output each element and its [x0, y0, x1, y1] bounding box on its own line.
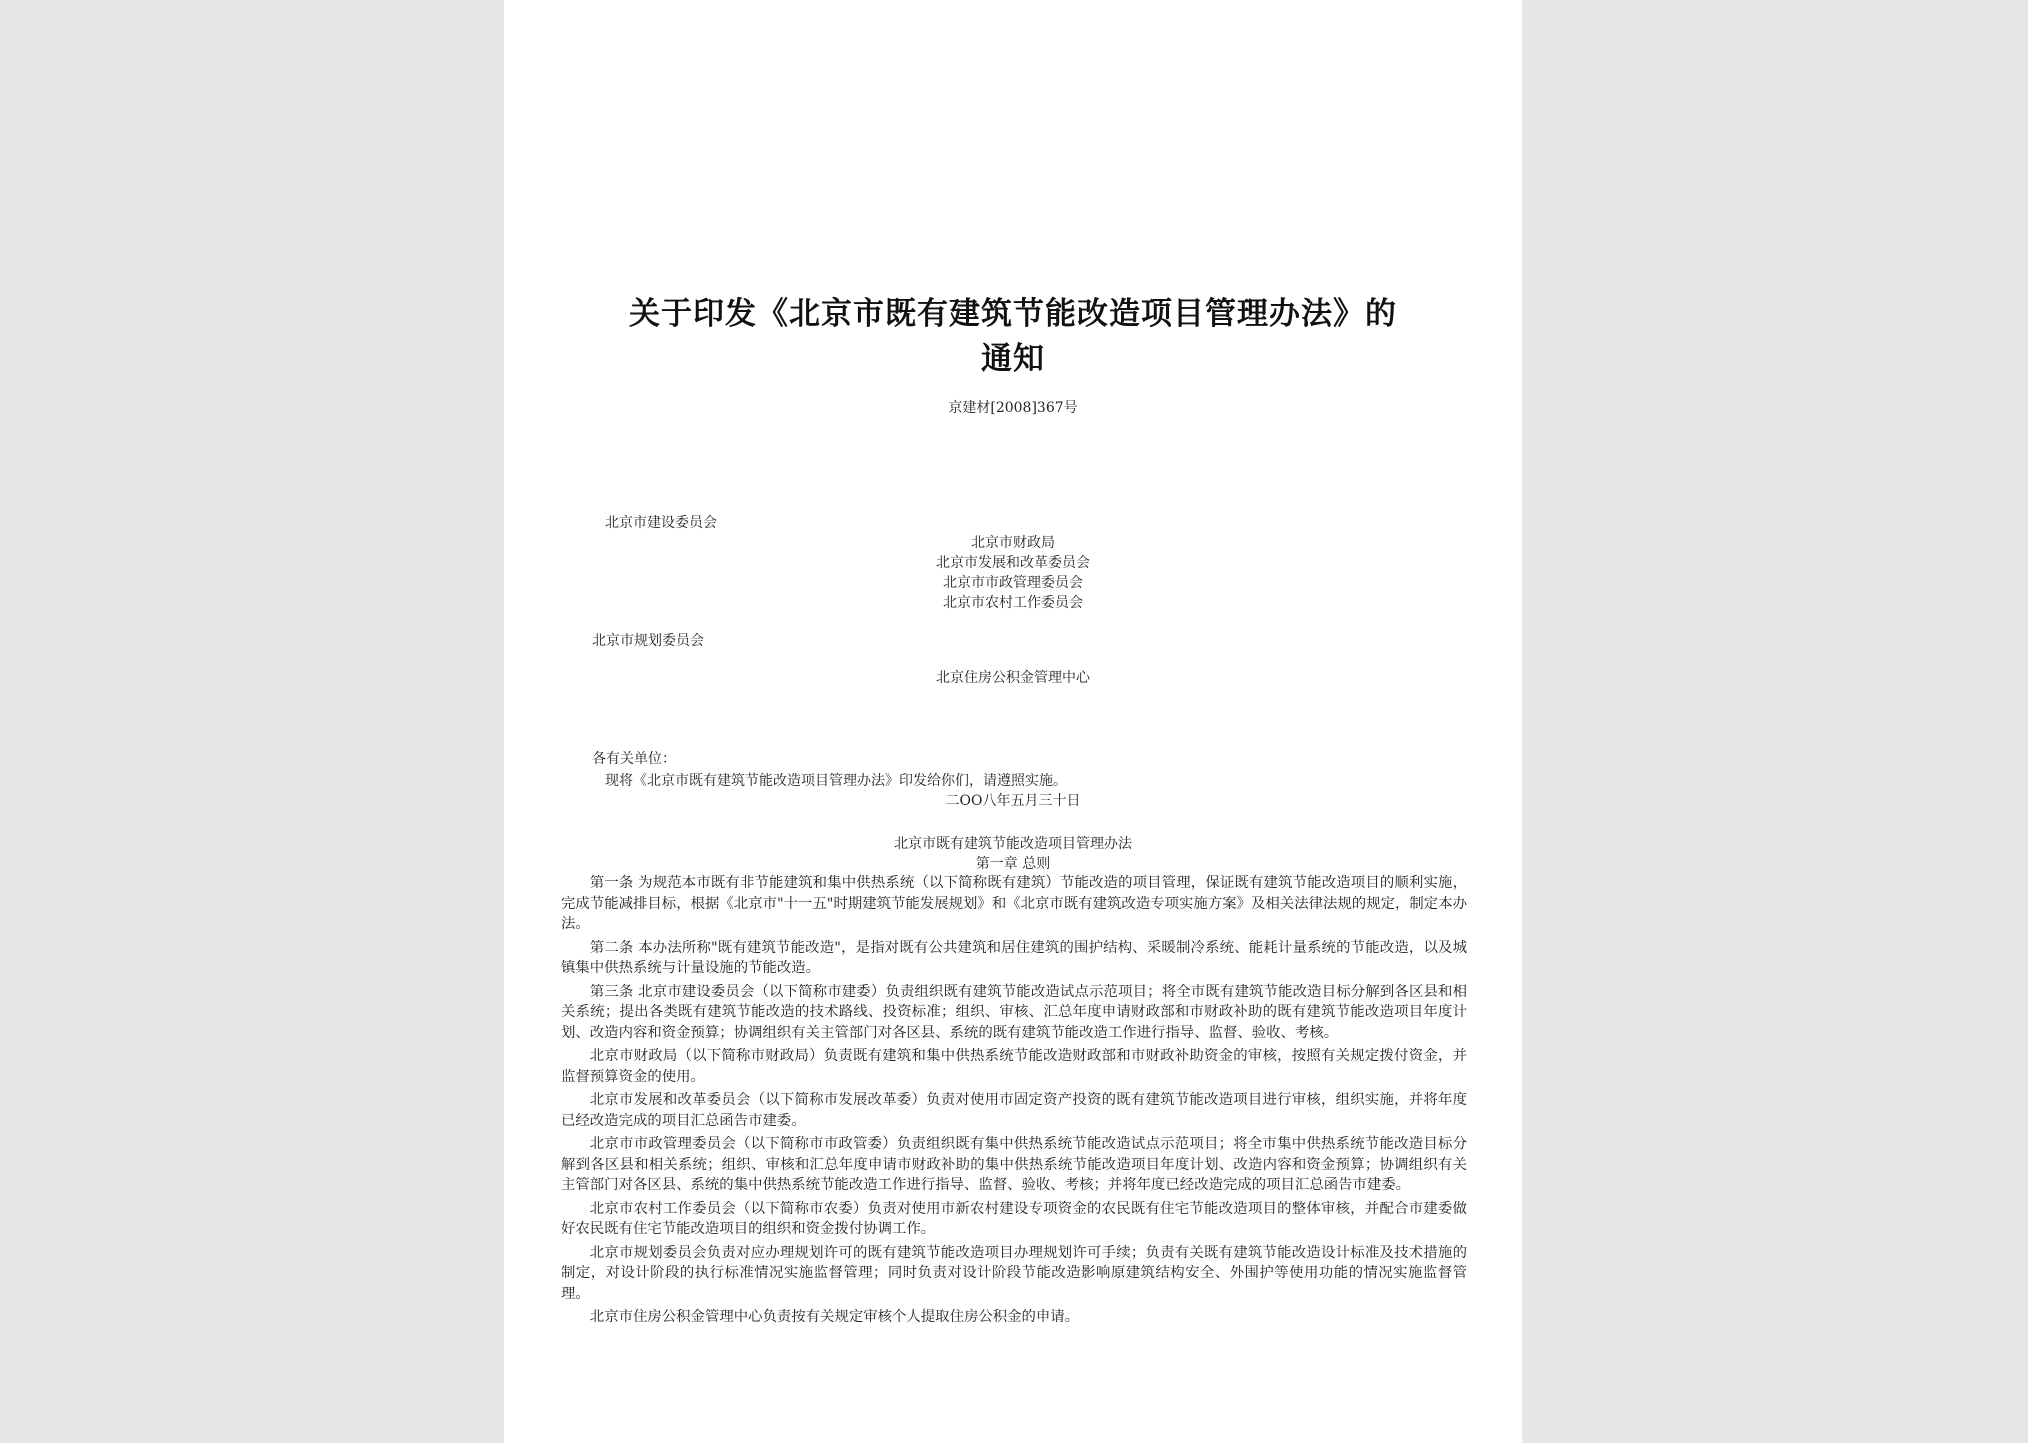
- intro-text: 现将《北京市既有建筑节能改造项目管理办法》印发给你们，请遵照实施。: [605, 773, 1067, 789]
- article-paragraph: 第二条 本办法所称"既有建筑节能改造"，是指对既有公共建筑和居住建筑的围护结构、采暖制冷系统、能耗计量系统的节能改造，以及城镇集中供热系统与计量设施的节能改造。: [561, 939, 1467, 976]
- document-title-line2: 通知: [981, 341, 1045, 377]
- issuer-left-2: 北京市规划委员会: [592, 633, 704, 649]
- article-paragraph: 北京市规划委员会负责对应办理规划许可的既有建筑节能改造项目办理规划许可手续；负责有关既有建筑节能改造设计标准及技术措施的制定，对设计阶段的执行标准情况实施监督管理；同时负责对设计阶段节能改造影响原建筑结构安全、外围护等使用功能的情况实施监督管理。: [561, 1244, 1467, 1302]
- document-page: [504, 0, 1522, 1443]
- document-number: 京建材[2008]367号: [948, 400, 1078, 416]
- issuer-right-1: 北京市财政局: [971, 535, 1055, 551]
- article-paragraph: 北京市农村工作委员会（以下简称市农委）负责对使用市新农村建设专项资金的农民既有住宅节能改造项目的整体审核，并配合市建委做好农民既有住宅节能改造项目的组织和资金拨付协调工作。: [561, 1200, 1467, 1237]
- issuer-right-3: 北京市市政管理委员会: [943, 575, 1083, 591]
- article-paragraph: 北京市财政局（以下简称市财政局）负责既有建筑和集中供热系统节能改造财政部和市财政补助资金的审核，按照有关规定拨付资金，并监督预算资金的使用。: [561, 1048, 1467, 1085]
- article-paragraph: 北京市发展和改革委员会（以下简称市发展改革委）负责对使用市固定资产投资的既有建筑节能改造项目进行审核，组织实施，并将年度已经改造完成的项目汇总函告市建委。: [561, 1092, 1467, 1129]
- regulation-title: 北京市既有建筑节能改造项目管理办法: [894, 836, 1132, 852]
- article-paragraph: 第三条 北京市建设委员会（以下简称市建委）负责组织既有建筑节能改造试点示范项目；将全市既有建筑节能改造目标分解到各区县和相关系统；提出各类既有建筑节能改造的技术路线、投资标准；组织、审核、汇总年度申请财政部和市财政补助的既有建筑节能改造项目年度计划、改造内容和资金预算；协调组织有关主管部门对各区县、系统的既有建筑节能改造工作进行指导、监督、验收、考核。: [561, 983, 1467, 1041]
- chapter-heading: 第一章 总则: [975, 856, 1051, 872]
- regulation-body: [561, 873, 1467, 1331]
- salutation: 各有关单位：: [592, 751, 676, 767]
- document-title-line1: 关于印发《北京市既有建筑节能改造项目管理办法》的: [629, 296, 1397, 332]
- article-paragraph: 第一条 为规范本市既有非节能建筑和集中供热系统（以下简称既有建筑）节能改造的项目管理，保证既有建筑节能改造项目的顺利实施，完成节能减排目标，根据《北京市"十一五"时期建筑节能发展规划》和《北京市既有建筑改造专项实施方案》及相关法律法规的规定，制定本办法。: [561, 875, 1467, 932]
- issue-date: 二OO八年五月三十日: [945, 793, 1081, 809]
- issuer-right-5: 北京住房公积金管理中心: [936, 670, 1090, 686]
- issuer-right-2: 北京市发展和改革委员会: [936, 555, 1090, 571]
- issuer-right-4: 北京市农村工作委员会: [943, 595, 1083, 611]
- article-paragraph: 北京市市政管理委员会（以下简称市市政管委）负责组织既有集中供热系统节能改造试点示范项目；将全市集中供热系统节能改造目标分解到各区县和相关系统；组织、审核和汇总年度申请市财政补助的集中供热系统节能改造项目年度计划、改造内容和资金预算；协调组织有关主管部门对各区县、系统的集中供热系统节能改造工作进行指导、监督、验收、考核；并将年度已经改造完成的项目汇总函告市建委。: [561, 1136, 1467, 1193]
- article-paragraph: 北京市住房公积金管理中心负责按有关规定审核个人提取住房公积金的申请。: [589, 1309, 1080, 1325]
- issuer-left-1: 北京市建设委员会: [605, 515, 717, 531]
